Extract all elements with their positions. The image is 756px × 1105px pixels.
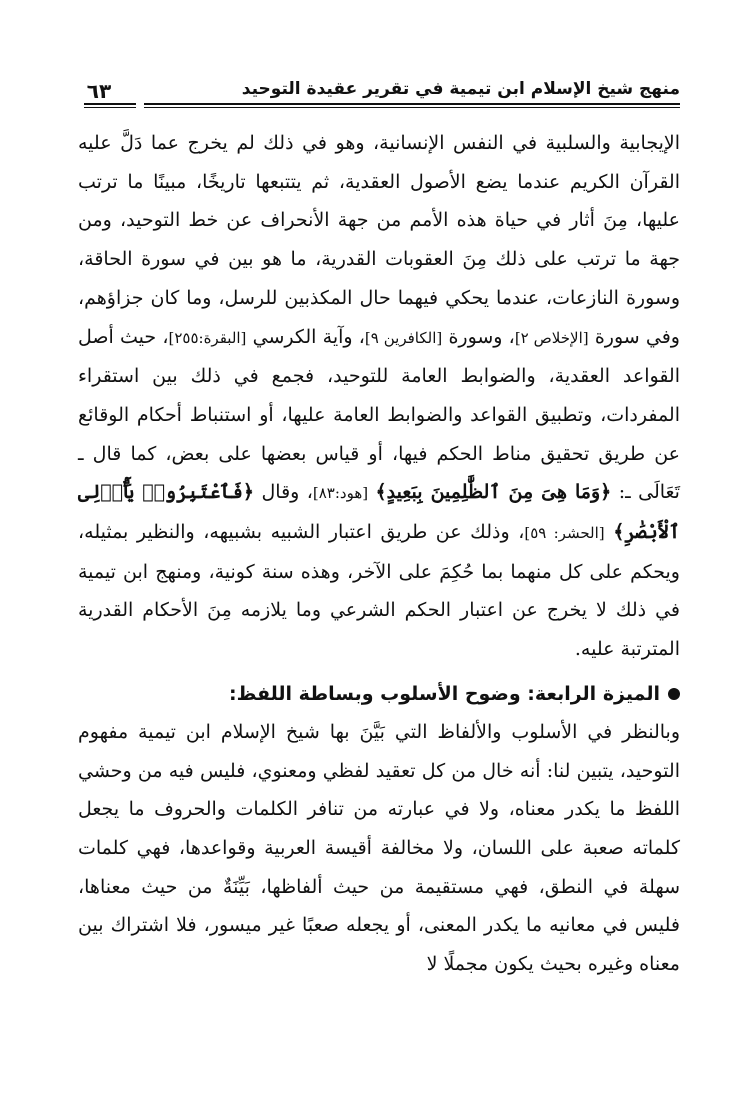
paragraph-1-text-b: ، وسورة bbox=[448, 325, 515, 348]
quran-quote-hud: ﴿وَمَا هِىَ مِنَ ٱلظَّٰلِمِينَ بِبَعِيدٍ﴾ bbox=[375, 481, 612, 504]
paragraph-1-text-d: ، حيث أصل القواعد العقدية، والضوابط العامة للتوحيد، فجمع في ذلك بين استقراء المفردات، وتطبيق القواعد والضوابط العامة عليها، أو استنباط أحكام الوقائع عن طريق تحقيق مناط الحكم فيها، أو قياس بعضها على بعض، كما قال ـ تَعَالَى ـ: bbox=[78, 325, 680, 504]
page-number: ٦٣ bbox=[86, 79, 112, 103]
header-rule-thin bbox=[144, 107, 680, 108]
section-heading-text: الميزة الرابعة: وضوح الأسلوب وبساطة اللفظ: bbox=[229, 682, 660, 705]
paragraph-1 bbox=[78, 124, 680, 669]
paragraph-1-text-c: ، وآية الكرسي bbox=[252, 325, 365, 348]
section-heading bbox=[78, 675, 680, 713]
page-number-rule bbox=[84, 103, 136, 105]
page-number-rule-thin bbox=[84, 107, 136, 108]
reference-hud: [هود:٨٣] bbox=[312, 484, 369, 503]
page-body bbox=[78, 124, 680, 984]
reference-ikhlas: [الإخلاص ٢] bbox=[514, 328, 589, 347]
reference-hashr: [الحشر: ٥٩] bbox=[524, 524, 605, 543]
running-head-title: منهج شيخ الإسلام ابن تيمية في تقرير عقيدة التوحيد bbox=[241, 79, 680, 99]
running-head bbox=[58, 78, 680, 118]
reference-baqara: [البقرة:٢٥٥] bbox=[168, 328, 247, 347]
paragraph-1-text-e: ، وقال bbox=[261, 481, 313, 504]
reference-kafirun: [الكافرين ٩] bbox=[364, 328, 443, 347]
paragraph-1-text-a: الإيجابية والسلبية في النفس الإنسانية، وهو في ذلك لم يخرج عما دَلَّ عليه القرآن الكريم عندما يضع الأصول العقدية، ثم يتتبعها تاريخًا، مبينًا ما ترتب عليها، مِنَ أثار في حياة هذه الأمم من جهة الأنحراف عن خط التوحيد، ومن جهة ما ترتب على ذلك مِنَ العقوبات القدرية، ما هو بين في سورة الحاقة، وسورة النازعات، عندما يحكي فيهما حال المكذبين للرسل، وما كان جزاؤهم، وفي سورة bbox=[78, 132, 680, 348]
quran-quote-hashr: ﴿فَٱعْتَبِرُوا۟ يَٰٓأُو۟لِى ٱلْأَبْصَٰرِ﴾ bbox=[78, 481, 680, 544]
header-rule bbox=[144, 103, 680, 105]
paragraph-2: وبالنظر في الأسلوب والألفاظ التي بَيَّنَ بها شيخ الإسلام ابن تيمية مفهوم التوحيد، يتبين لنا: أنه خال من كل تعقيد لفظي ومعنوي، فليس فيه من وحشي اللفظ ما يكدر معناه، ولا في عبارته من تنافر الكلمات والحروف ما يجعل كلماته صعبة على اللسان، ولا مخالفة أقيسة العربية وقواعدها، فهي كلمات سهلة في النطق، فهي مستقيمة من حيث ألفاظها، بَيِّنَةٌ من حيث معناها، فليس في معانيه ما يكدر المعنى، أو يجعله صعبًا غير ميسور، فلا اشتراك بين معناه وغيره بحيث يكون مجملًا لا bbox=[78, 720, 680, 976]
bullet-icon bbox=[668, 688, 680, 700]
paragraph-1-text-f: ، وذلك عن طريق اعتبار الشبيه بشبيهه، والنظير بمثيله، ويحكم على كل منهما بما حُكِمَ على الآخر، وهذه سنة كونية، ومنهج ابن تيمية في ذلك لا يخرج عن اعتبار الحكم الشرعي وما يلازمه مِنَ الأحكام القدرية المترتبة عليه. bbox=[78, 521, 680, 661]
